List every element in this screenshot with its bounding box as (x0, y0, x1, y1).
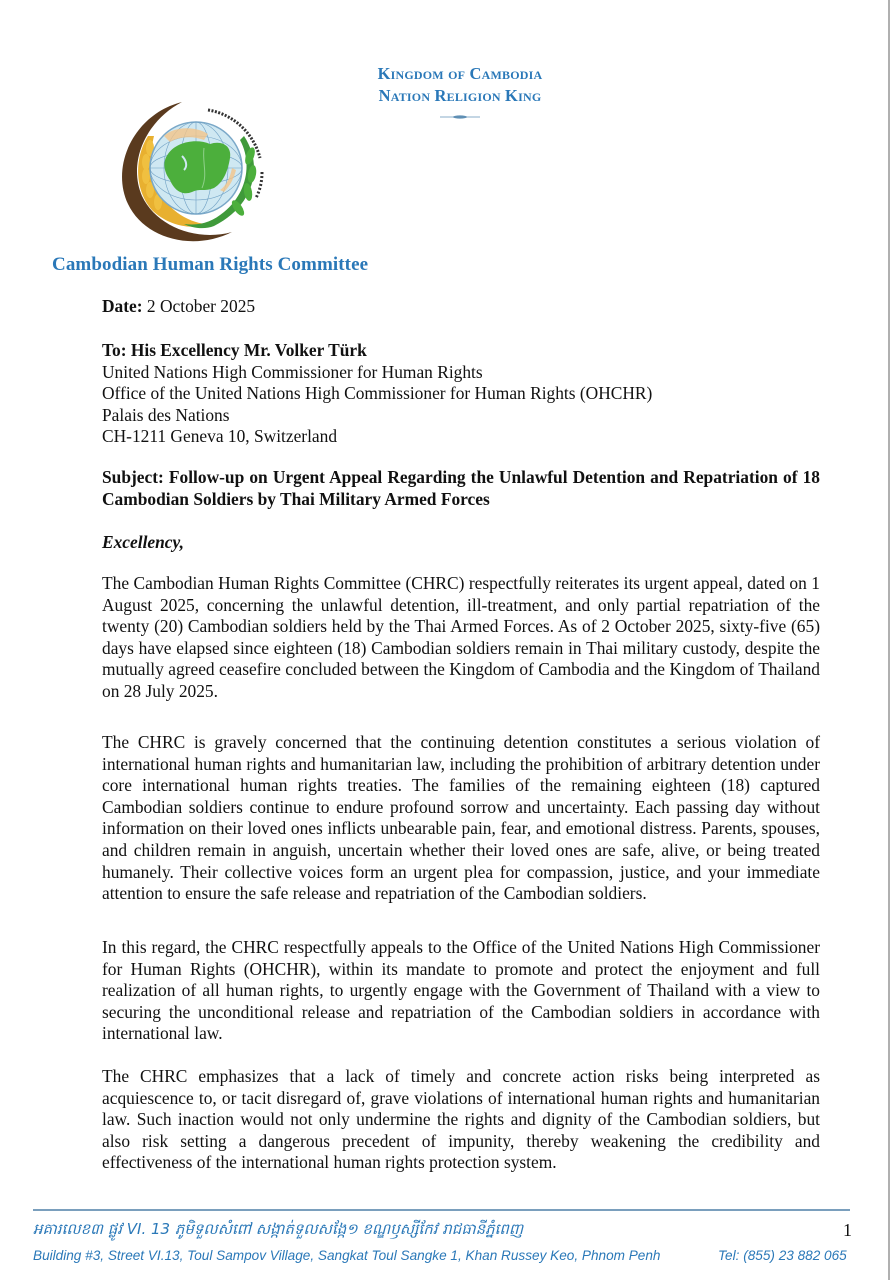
footer-divider (33, 1209, 850, 1211)
body-paragraph: The CHRC is gravely concerned that the continuing detention constitutes a serious violation of international human rights and humanitarian law, including the prohibition of arbitrary detention under core international human rights treaties. The families of the remaining eighteen (18) captured Cambodian soldiers continue to endure profound sorrow and uncertainty. Each passing day without information on their loved ones inflicts unbearable pain, fear, and emotional distress. Parents, spouses, and children remain in anguish, uncertain whether their loved ones are safe, alive, or being treated humanely. Their collective voices form an urgent plea for compassion, justice, and your immediate attention to ensure the safe release and repatriation of the Cambodian soldiers. (102, 732, 820, 904)
footer-address-english: Building #3, Street VI.13, Toul Sampov Village, Sangkat Toul Sangke 1, Khan Russey Keo, Phnom Penh (33, 1248, 661, 1263)
recipient-heading: To: His Excellency Mr. Volker Türk (102, 340, 367, 360)
footer-telephone: Tel: (855) 23 882 065 (718, 1248, 847, 1263)
chrc-logo-globe-icon (104, 96, 284, 246)
kingdom-line: Kingdom of Cambodia (377, 64, 543, 83)
page-number: 1 (843, 1220, 852, 1240)
letter-subject: Subject: Follow-up on Urgent Appeal Regarding the Unlawful Detention and Repatriation of 18 Cambodian Soldiers by Thai Military Armed Forces (102, 467, 820, 509)
motto-line: Nation Religion King (378, 86, 542, 105)
recipient-line: United Nations High Commissioner for Human Rights (102, 361, 483, 382)
body-paragraph: The Cambodian Human Rights Committee (CHRC) respectfully reiterates its urgent appeal, dated on 1 August 2025, concerning the unlawful detention, ill-treatment, and only partial repatriation of the twenty (20) Cambodian soldiers held by the Thai Armed Forces. As of 2 October 2025, sixty-five (65) days have elapsed since eighteen (18) Cambodian soldiers remain in Thai military custody, despite the mutually agreed ceasefire concluded between the Kingdom of Cambodia and the Kingdom of Thailand on 28 July 2025. (102, 573, 820, 701)
recipient-line: CH-1211 Geneva 10, Switzerland (102, 426, 338, 447)
date-value: 2 October 2025 (142, 296, 256, 316)
organization-name: Cambodian Human Rights Committee (52, 254, 369, 275)
footer-address-khmer: អគារលេខ៣ ផ្លូវ VI. 13 ភូមិទួលសំពៅ សង្កាត់ទួលសង្កែ១ ខណ្ឌឫស្សីកែវ រាជធានីភ្នំពេញ (33, 1220, 524, 1238)
body-paragraph: The CHRC emphasizes that a lack of timely and concrete action risks being interpreted as acquiescence to, or tacit disregard of, grave violations of international human rights and humanitarian law. Such inaction would not only undermine the rights and dignity of the Cambodian soldiers, but also risk setting a dangerous precedent of impunity, thereby weakening the credibility and effectiveness of the international human rights protection system. (102, 1066, 820, 1173)
ornament-divider-icon (440, 114, 480, 120)
recipient-block (102, 340, 820, 448)
salutation: Excellency, (102, 532, 184, 552)
kingdom-motto (340, 63, 580, 107)
recipient-line: Palais des Nations (102, 404, 230, 425)
letter-date (102, 296, 820, 318)
date-label: Date: (102, 296, 143, 316)
body-paragraph: In this regard, the CHRC respectfully appeals to the Office of the United Nations High Commissioner for Human Rights (OHCHR), within its mandate to promote and protect the enjoyment and full realization of all human rights, to urgently engage with the Government of Thailand with a view to securing the unconditional release and repatriation of the Cambodian soldiers in accordance with international law. (102, 937, 820, 1044)
recipient-line: Office of the United Nations High Commissioner for Human Rights (OHCHR) (102, 383, 653, 404)
